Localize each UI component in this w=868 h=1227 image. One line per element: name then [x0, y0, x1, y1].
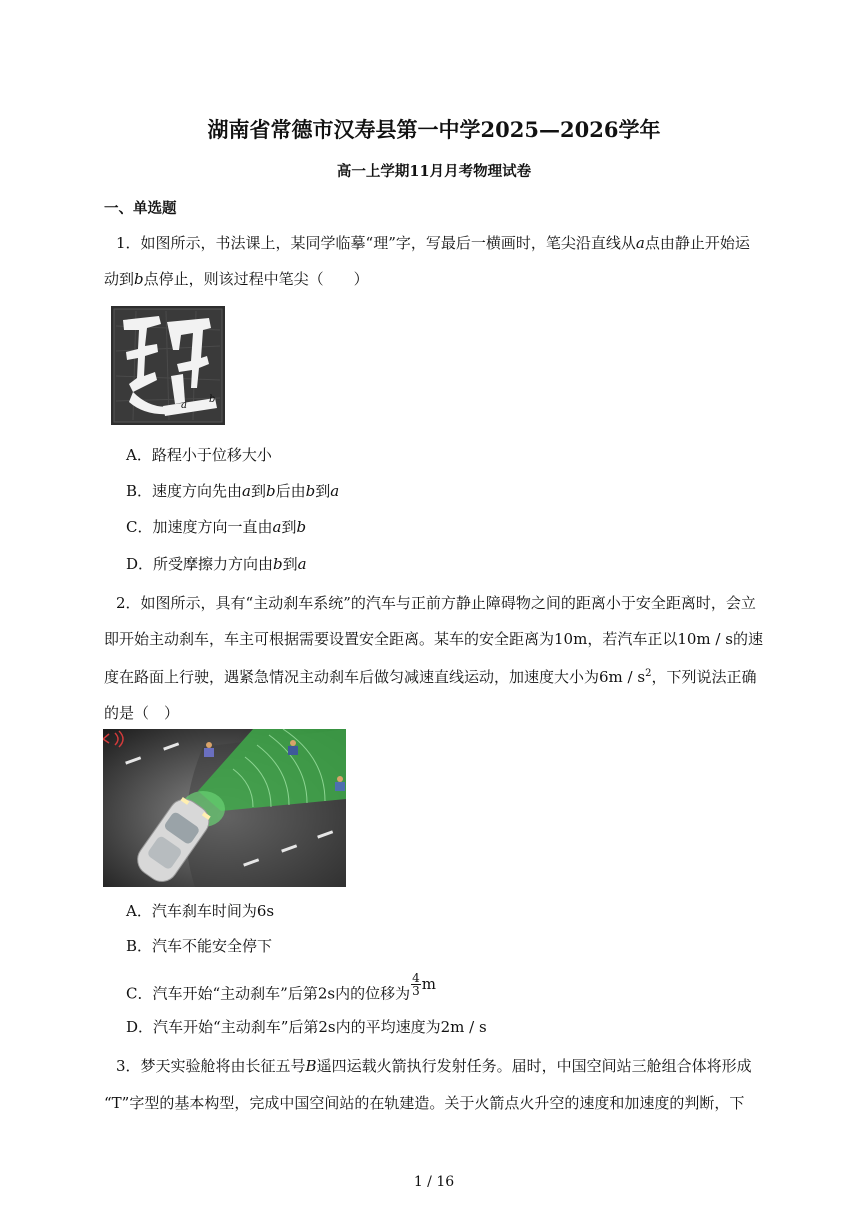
auto-brake-image [103, 729, 346, 887]
var-a: a [635, 234, 645, 252]
q1-option-b: B．速度方向先由a到b后由b到a [126, 482, 340, 500]
q3-line-1: 3．梦天实验舱将由长征五号B遥四运载火箭执行发射任务。届时，中国空间站三舱组合体将形成 [116, 1057, 752, 1075]
q2-line-2: 即开始主动刹车，车主可根据需要设置安全距离。某车的安全距离为10m，若汽车正以10m / s的速 [104, 630, 763, 648]
calligraphy-li-image [111, 306, 225, 425]
car-braking-figure [103, 729, 346, 887]
q1-option-a: A．路程小于位移大小 [126, 446, 272, 464]
fig-label-a: a [181, 400, 187, 411]
q2-line-3: 度在路面上行驶，遇紧急情况主动刹车后做匀减速直线运动，加速度大小为$6m / s^2$，下列说法正确 [104, 668, 757, 686]
acceleration: 6m / s [599, 668, 646, 686]
safe-distance: 10m [554, 630, 588, 648]
page-subtitle: 高一上学期11月月考物理试卷 [336, 163, 532, 180]
q2-option-b: B．汽车不能安全停下 [126, 937, 273, 955]
calligraphy-figure [111, 306, 225, 425]
initial-speed: 10m / s [677, 630, 733, 648]
page-number: 1 / 16 [413, 1174, 455, 1190]
fig-label-b: b [209, 394, 216, 405]
page-title: 湖南省常德市汉寿县第一中学2025—2026学年 [207, 117, 661, 142]
q3-line-2: “T”字型的基本构型，完成中国空间站的在轨建造。关于火箭点火升空的速度和加速度的判断，下 [104, 1094, 745, 1112]
var-b: b [134, 270, 144, 288]
q2-option-d: D．汽车开始“主动刹车”后第2s内的平均速度为2m / s [126, 1018, 487, 1036]
q1-option-d: D．所受摩擦力方向由b到a [126, 555, 307, 573]
q2-option-a: A．汽车刹车时间为6s [126, 902, 275, 920]
q1-line-2: 动到b点停止，则该过程中笔尖（ ） [104, 270, 369, 288]
section-heading: 一、单选题 [104, 200, 177, 217]
q1-line-1: 1．如图所示，书法课上，某同学临摹“理”字，写最后一横画时，笔尖沿直线从a点由静止开始运 [116, 234, 750, 252]
fraction: $\frac{4}{3}$ [412, 971, 420, 998]
q2-line-4: 的是（ ） [104, 704, 180, 722]
q2-line-1: 2．如图所示，具有“主动刹车系统”的汽车与正前方静止障碍物之间的距离小于安全距离时，会立 [116, 594, 756, 612]
q2-option-c: C．汽车开始“主动刹车”后第2s内的位移为 $\frac{4}{3}$ m [126, 971, 436, 1003]
q1-option-c: C．加速度方向一直由a到b [126, 518, 307, 536]
